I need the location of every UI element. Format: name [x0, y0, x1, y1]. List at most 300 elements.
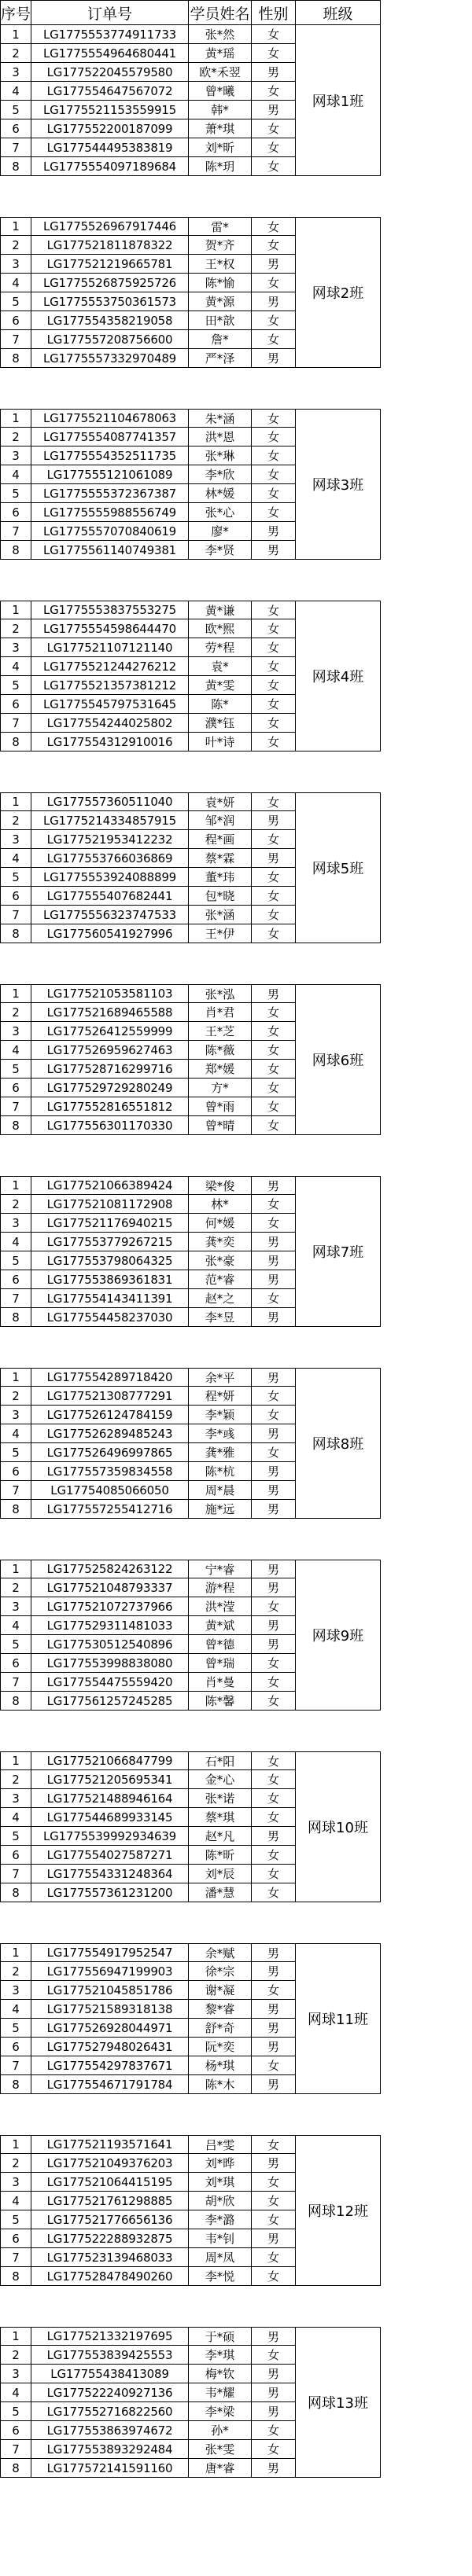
- order-number: LG17752177665613​6: [31, 2210, 189, 2229]
- student-name: 李*彧: [189, 1424, 252, 1443]
- row-no: 2: [0, 2346, 31, 2365]
- student-name: 黄*雯: [189, 676, 252, 695]
- row-no: 2: [0, 428, 31, 446]
- gender: 女: [252, 1865, 296, 1883]
- order-number: LG17755464756707​2: [31, 82, 189, 101]
- order-number: LG17752105358110​3: [31, 984, 189, 1003]
- gender: 女: [252, 484, 296, 503]
- order-number: LG17755694719990​3: [31, 1962, 189, 1981]
- student-name: 李*颖: [189, 1406, 252, 1424]
- row-no: 3: [0, 830, 31, 849]
- class-name: 网球11班: [296, 1943, 381, 2094]
- order-number: LG17752104585178​6: [31, 1981, 189, 2000]
- order-number: LG17752168946558​8: [31, 1003, 189, 1022]
- class-name: 网球3班: [296, 409, 381, 560]
- row-no: 2: [0, 44, 31, 63]
- order-number: LG17755543525117​35: [31, 446, 189, 465]
- row-no: 8: [0, 2075, 31, 2094]
- student-name: 陈*木: [189, 2075, 252, 2094]
- order-number: LG17755428971842​0: [31, 1368, 189, 1387]
- row-no: 3: [0, 1214, 31, 1233]
- row-no: 3: [0, 2365, 31, 2383]
- student-name: 林*: [189, 1195, 252, 1214]
- student-name: 严*泽: [189, 349, 252, 368]
- row-no: 4: [0, 465, 31, 484]
- order-number: LG17755512106108​9: [31, 465, 189, 484]
- gender: 男: [252, 1176, 296, 1195]
- row-no: 1: [0, 1176, 31, 1195]
- student-name: 董*玮: [189, 868, 252, 887]
- row-no: 2: [0, 619, 31, 638]
- gender: 女: [252, 2248, 296, 2267]
- student-name: 张*然: [189, 25, 252, 44]
- row-no: 6: [0, 2038, 31, 2056]
- gender: 女: [252, 733, 296, 751]
- gender: 女: [252, 1289, 296, 1308]
- class-name: 网球9班: [296, 1560, 381, 1711]
- row-no: 6: [0, 1079, 31, 1097]
- order-number: LG17755457975316​45: [31, 695, 189, 714]
- order-number: LG17755537749117​33: [31, 25, 189, 44]
- header-class: 班级: [296, 0, 381, 25]
- order-number: LG17752612478415​9: [31, 1406, 189, 1424]
- class-name: 网球13班: [296, 2327, 381, 2478]
- row-no: 4: [0, 82, 31, 101]
- student-name: 陈*杭: [189, 1462, 252, 1481]
- row-no: 5: [0, 292, 31, 311]
- student-name: 谢*凝: [189, 1981, 252, 2000]
- student-name: 王*伊: [189, 924, 252, 943]
- order-number: LG17752104937620​3: [31, 2154, 189, 2173]
- row-no: 4: [0, 1233, 31, 1251]
- gender: 女: [252, 1443, 296, 1462]
- gender: 女: [252, 2267, 296, 2286]
- order-number: LG17752133219769​5: [31, 2327, 189, 2346]
- gender: 男: [252, 292, 296, 311]
- gender: 男: [252, 1578, 296, 1597]
- order-number: LG17755424402580​2: [31, 714, 189, 733]
- order-number: LG17755386936183​1: [31, 1270, 189, 1289]
- student-name: 梁*俊: [189, 1176, 252, 1195]
- row-no: 1: [0, 792, 31, 811]
- student-name: 龚*雅: [189, 1443, 252, 1462]
- order-number: LG17755431291001​6: [31, 733, 189, 751]
- gender: 女: [252, 676, 296, 695]
- student-name: 刘*晔: [189, 2154, 252, 2173]
- student-name: 韦*钊: [189, 2229, 252, 2248]
- gender: 男: [252, 2327, 296, 2346]
- gender: 女: [252, 638, 296, 657]
- row-no: 5: [0, 1635, 31, 1654]
- student-name: 黄*源: [189, 292, 252, 311]
- order-number: LG17752117694021​5: [31, 1214, 189, 1233]
- row-no: 3: [0, 638, 31, 657]
- gender: 女: [252, 792, 296, 811]
- row-no: 2: [0, 1195, 31, 1214]
- student-name: 何*媛: [189, 1214, 252, 1233]
- order-number: LG17755539240888​99: [31, 868, 189, 887]
- row-no: 7: [0, 522, 31, 541]
- order-number: LG17756054192799​6: [31, 924, 189, 943]
- order-number: LG17755383942555​3: [31, 2346, 189, 2365]
- gender: 女: [252, 1654, 296, 1673]
- gender: 男: [252, 1635, 296, 1654]
- gender: 女: [252, 465, 296, 484]
- row-no: 4: [0, 274, 31, 292]
- row-no: 1: [0, 25, 31, 44]
- order-number: LG17752582426312​2: [31, 1560, 189, 1578]
- student-name: 张*琳: [189, 446, 252, 465]
- row-no: 4: [0, 1424, 31, 1443]
- gender: 男: [252, 2459, 296, 2478]
- row-no: 5: [0, 101, 31, 119]
- student-name: 詹*: [189, 330, 252, 349]
- student-name: 雷*: [189, 217, 252, 236]
- order-number: LG17755725541271​6: [31, 1500, 189, 1519]
- order-number: LG17752108117290​8: [31, 1195, 189, 1214]
- row-no: 2: [0, 236, 31, 255]
- order-number: LG17752143348579​15: [31, 811, 189, 830]
- row-no: 4: [0, 1808, 31, 1827]
- order-number: LG17752148894616​4: [31, 1789, 189, 1808]
- row-no: 4: [0, 849, 31, 868]
- order-number: LG17755389329248​4: [31, 2440, 189, 2459]
- gender: 女: [252, 906, 296, 924]
- row-no: 7: [0, 2248, 31, 2267]
- row-no: 3: [0, 1981, 31, 2000]
- row-no: 5: [0, 1827, 31, 1846]
- order-number: LG17755414341139​1: [31, 1289, 189, 1308]
- student-name: 陈*薇: [189, 1041, 252, 1060]
- order-number: LG17755559885567​49: [31, 503, 189, 522]
- row-no: 5: [0, 1251, 31, 1270]
- student-name: 张*豪: [189, 1251, 252, 1270]
- row-no: 1: [0, 2327, 31, 2346]
- row-no: 3: [0, 2173, 31, 2192]
- order-number: LG17754085066050: [31, 1481, 189, 1500]
- row-no: 6: [0, 2421, 31, 2440]
- student-name: 范*睿: [189, 1270, 252, 1289]
- class-name: 网球10班: [296, 1751, 381, 1902]
- row-no: 2: [0, 1962, 31, 1981]
- order-number: LG17755573329704​89: [31, 349, 189, 368]
- student-name: 黄*斌: [189, 1616, 252, 1635]
- order-number: LG17752628948524​3: [31, 1424, 189, 1443]
- gender: 男: [252, 1308, 296, 1327]
- gender: 女: [252, 1003, 296, 1022]
- student-name: 黄*谦: [189, 601, 252, 619]
- row-no: 3: [0, 1022, 31, 1041]
- student-name: 肖*曼: [189, 1673, 252, 1692]
- student-name: 李*琪: [189, 2346, 252, 2365]
- student-name: 张*泓: [189, 984, 252, 1003]
- row-no: 3: [0, 1789, 31, 1808]
- row-no: 7: [0, 2440, 31, 2459]
- row-no: 3: [0, 255, 31, 274]
- row-no: 3: [0, 1406, 31, 1424]
- order-number: LG17755467179178​4: [31, 2075, 189, 2094]
- row-no: 1: [0, 601, 31, 619]
- gender: 女: [252, 1808, 296, 1827]
- student-name: 曾*德: [189, 1635, 252, 1654]
- row-no: 5: [0, 2019, 31, 2038]
- row-no: 8: [0, 541, 31, 560]
- student-name: 濮*钰: [189, 714, 252, 733]
- student-name: 张*涵: [189, 906, 252, 924]
- gender: 男: [252, 849, 296, 868]
- student-name: 刘*昕: [189, 138, 252, 157]
- gender: 男: [252, 2038, 296, 2056]
- student-name: 朱*涵: [189, 409, 252, 428]
- student-name: 劳*程: [189, 638, 252, 657]
- row-no: 8: [0, 733, 31, 751]
- gender: 男: [252, 2075, 296, 2094]
- order-number: LG17754449538381​9: [31, 138, 189, 157]
- student-name: 程*画: [189, 830, 252, 849]
- row-no: 5: [0, 1443, 31, 1462]
- row-no: 1: [0, 409, 31, 428]
- student-name: 方*: [189, 1079, 252, 1097]
- order-number: LG17752649699786​5: [31, 1443, 189, 1462]
- gender: 女: [252, 924, 296, 943]
- student-name: 龚*奕: [189, 1233, 252, 1251]
- order-number: LG17755491795254​7: [31, 1943, 189, 1962]
- row-no: 7: [0, 330, 31, 349]
- row-no: 8: [0, 1692, 31, 1711]
- student-name: 贺*齐: [189, 236, 252, 255]
- student-name: 陈*: [189, 695, 252, 714]
- class-name: 网球4班: [296, 601, 381, 751]
- row-no: 2: [0, 1387, 31, 1406]
- row-no: 3: [0, 1597, 31, 1616]
- class-name: 网球5班: [296, 792, 381, 943]
- class-name: 网球8班: [296, 1368, 381, 1519]
- order-number: LG17752106638942​4: [31, 1176, 189, 1195]
- student-name: 洪*滢: [189, 1597, 252, 1616]
- order-number: LG17755545986444​70: [31, 619, 189, 638]
- order-number: LG17755570708406​19: [31, 522, 189, 541]
- order-number: LG17752106684779​9: [31, 1751, 189, 1770]
- student-name: 洪*恩: [189, 428, 252, 446]
- row-no: 6: [0, 1846, 31, 1865]
- class-name: 网球12班: [296, 2135, 381, 2286]
- row-no: 8: [0, 1116, 31, 1135]
- row-no: 6: [0, 311, 31, 330]
- gender: 男: [252, 1251, 296, 1270]
- student-name: 曾*瑞: [189, 1654, 252, 1673]
- order-number: LG17752158931813​8: [31, 2000, 189, 2019]
- row-no: 4: [0, 2000, 31, 2019]
- order-number: LG17755563237475​33: [31, 906, 189, 924]
- row-no: 7: [0, 714, 31, 733]
- order-number: LG17755220018709​9: [31, 119, 189, 138]
- student-name: 金*心: [189, 1770, 252, 1789]
- order-number: LG17752104879333​7: [31, 1578, 189, 1597]
- class-name: 网球2班: [296, 217, 381, 368]
- student-name: 刘*辰: [189, 1865, 252, 1883]
- student-name: 陈*昕: [189, 1846, 252, 1865]
- student-name: 萧*琪: [189, 119, 252, 138]
- gender: 女: [252, 1079, 296, 1097]
- student-name: 杨*琪: [189, 2056, 252, 2075]
- order-number: LG17755735983455​8: [31, 1462, 189, 1481]
- gender: 女: [252, 409, 296, 428]
- row-no: 1: [0, 1368, 31, 1387]
- gender: 女: [252, 887, 296, 906]
- order-number: LG17755540768244​1: [31, 887, 189, 906]
- class-name: 网球6班: [296, 984, 381, 1135]
- gender: 女: [252, 1597, 296, 1616]
- order-number: LG17755736123120​0: [31, 1883, 189, 1902]
- order-number: LG17755549646804​41: [31, 44, 189, 63]
- header-name: 学员姓名: [189, 0, 252, 25]
- student-name: 袁*: [189, 657, 252, 676]
- row-no: 3: [0, 63, 31, 82]
- gender: 女: [252, 330, 296, 349]
- gender: 女: [252, 2210, 296, 2229]
- gender: 男: [252, 522, 296, 541]
- student-name: 陈*玥: [189, 157, 252, 176]
- row-no: 7: [0, 1289, 31, 1308]
- header-gender: 性别: [252, 0, 296, 25]
- student-name: 赵*凡: [189, 1827, 252, 1846]
- student-name: 黄*瑶: [189, 44, 252, 63]
- student-name: 刘*琪: [189, 2173, 252, 2192]
- order-number: LG17756125724528​5: [31, 1692, 189, 1711]
- row-no: 5: [0, 484, 31, 503]
- order-number: LG17752119357164​1: [31, 2135, 189, 2154]
- student-name: 吕*雯: [189, 2135, 252, 2154]
- gender: 女: [252, 428, 296, 446]
- order-number: LG17755736051104​0: [31, 792, 189, 811]
- gender: 女: [252, 1846, 296, 1865]
- order-number: LG17757214159116​0: [31, 2459, 189, 2478]
- gender: 女: [252, 1692, 296, 1711]
- order-number: LG17752204557958​0: [31, 63, 189, 82]
- order-number: LG17752228893287​5: [31, 2229, 189, 2248]
- gender: 男: [252, 1368, 296, 1387]
- row-no: 2: [0, 1770, 31, 1789]
- order-number: LG17752181187832​2: [31, 236, 189, 255]
- student-name: 余*平: [189, 1368, 252, 1387]
- order-number: LG17755611407493​81: [31, 541, 189, 560]
- gender: 女: [252, 1116, 296, 1135]
- student-name: 欧*熙: [189, 619, 252, 638]
- row-no: 8: [0, 157, 31, 176]
- student-name: 李*潞: [189, 2210, 252, 2229]
- student-name: 孙*: [189, 2421, 252, 2440]
- student-name: 陈*馨: [189, 1692, 252, 1711]
- student-name: 唐*睿: [189, 2459, 252, 2478]
- gender: 男: [252, 1424, 296, 1443]
- row-no: 6: [0, 1462, 31, 1481]
- student-name: 周*晨: [189, 1481, 252, 1500]
- gender: 女: [252, 503, 296, 522]
- gender: 男: [252, 811, 296, 830]
- order-number: LG17755720875660​0: [31, 330, 189, 349]
- gender: 女: [252, 657, 296, 676]
- row-no: 6: [0, 1654, 31, 1673]
- row-no: 1: [0, 2135, 31, 2154]
- gender: 女: [252, 1097, 296, 1116]
- row-no: 8: [0, 349, 31, 368]
- order-number: LG17752847849026​0: [31, 2267, 189, 2286]
- gender: 女: [252, 2421, 296, 2440]
- order-number: LG17755376603686​9: [31, 849, 189, 868]
- gender: 女: [252, 217, 296, 236]
- gender: 女: [252, 1060, 296, 1079]
- gender: 男: [252, 1943, 296, 1962]
- order-number: LG17755447555942​0: [31, 1673, 189, 1692]
- gender: 女: [252, 1041, 296, 1060]
- student-name: 廖*: [189, 522, 252, 541]
- row-no: 4: [0, 2383, 31, 2402]
- student-name: 黎*睿: [189, 2000, 252, 2019]
- gender: 女: [252, 311, 296, 330]
- row-no: 4: [0, 1616, 31, 1635]
- student-name: 曾*曦: [189, 82, 252, 101]
- gender: 女: [252, 1789, 296, 1808]
- student-name: 韩*: [189, 101, 252, 119]
- row-no: 6: [0, 2229, 31, 2248]
- order-number: LG17755399883808​0: [31, 1654, 189, 1673]
- order-number: LG17755433124836​4: [31, 1865, 189, 1883]
- order-number: LG17755211535599​15: [31, 101, 189, 119]
- row-no: 5: [0, 2402, 31, 2421]
- row-no: 7: [0, 1673, 31, 1692]
- order-number: LG17755538375532​75: [31, 601, 189, 619]
- student-name: 阮*奕: [189, 2038, 252, 2056]
- student-name: 潘*慧: [189, 1883, 252, 1902]
- order-number: LG17752794802643​1: [31, 2038, 189, 2056]
- student-name: 田*歆: [189, 311, 252, 330]
- student-name: 陈*愉: [189, 274, 252, 292]
- order-number: LG17755268759257​26: [31, 274, 189, 292]
- order-number: LG17755630117033​0: [31, 1116, 189, 1135]
- row-no: 7: [0, 906, 31, 924]
- order-number: LG17752695962746​3: [31, 1041, 189, 1060]
- gender: 女: [252, 157, 296, 176]
- row-no: 7: [0, 138, 31, 157]
- gender: 男: [252, 1500, 296, 1519]
- gender: 女: [252, 1751, 296, 1770]
- order-number: LG17755445823703​0: [31, 1308, 189, 1327]
- row-no: 4: [0, 2192, 31, 2210]
- order-number: LG17755438413089: [31, 2365, 189, 2383]
- row-no: 6: [0, 1270, 31, 1289]
- order-number: LG17755269679174​46: [31, 217, 189, 236]
- student-name: 张*雯: [189, 2440, 252, 2459]
- student-name: 施*远: [189, 1500, 252, 1519]
- gender: 女: [252, 2135, 296, 2154]
- gender: 男: [252, 1270, 296, 1289]
- row-no: 1: [0, 217, 31, 236]
- order-number: LG17755377926721​5: [31, 1233, 189, 1251]
- row-no: 6: [0, 695, 31, 714]
- order-number: LG17755399929346​39: [31, 1827, 189, 1846]
- student-name: 王*芝: [189, 1022, 252, 1041]
- row-no: 7: [0, 2056, 31, 2075]
- student-name: 袁*妍: [189, 792, 252, 811]
- gender: 女: [252, 44, 296, 63]
- student-name: 郑*媛: [189, 1060, 252, 1079]
- gender: 女: [252, 119, 296, 138]
- student-name: 梅*钦: [189, 2365, 252, 2383]
- order-number: LG17755213573812​12: [31, 676, 189, 695]
- order-number: LG17755435821905​8: [31, 311, 189, 330]
- gender: 女: [252, 714, 296, 733]
- order-number: LG17755540971896​84: [31, 157, 189, 176]
